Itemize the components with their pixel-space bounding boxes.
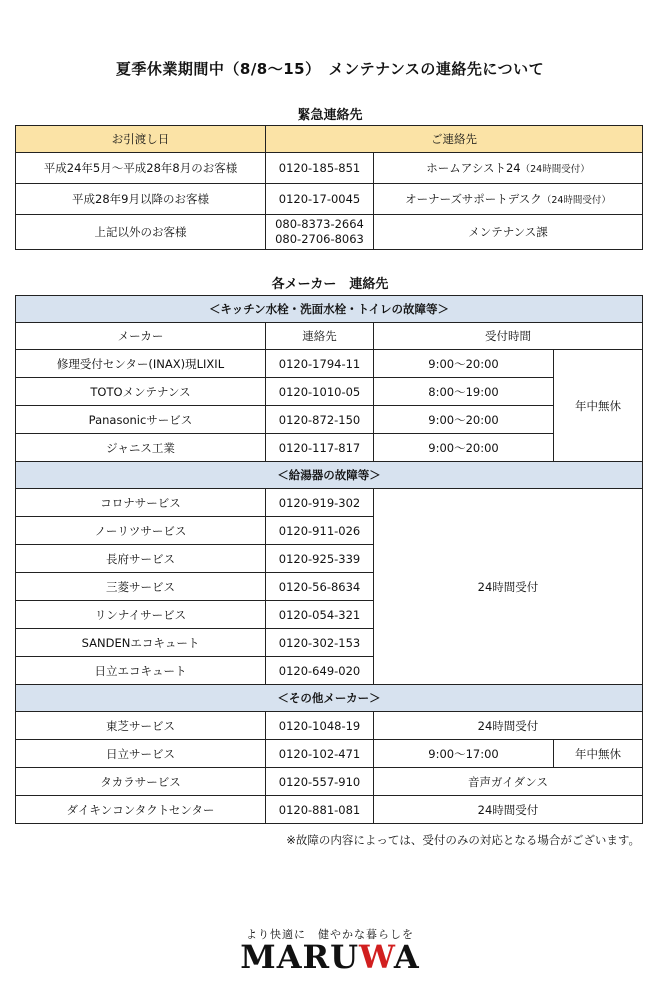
- emergency-heading: 緊急連絡先: [297, 108, 363, 123]
- table-row: [16, 350, 643, 378]
- makers-table: [15, 295, 643, 824]
- maker-cell: コロナサービス: [16, 489, 266, 517]
- phone-cell: 0120-302-153: [266, 629, 374, 657]
- phone-cell: 0120-56-8634: [266, 573, 374, 601]
- closed-cell: 年中無休: [554, 740, 643, 768]
- emergency-table: [15, 125, 643, 250]
- maruwa-logo: [0, 938, 660, 976]
- phone-cell: 0120-054-321: [266, 601, 374, 629]
- maker-cell: SANDENエコキュート: [16, 629, 266, 657]
- maker-cell: 修理受付センター(INAX)現LIXIL: [16, 350, 266, 378]
- phone-cell: 0120-185-851: [266, 153, 374, 184]
- hours-cell: 9:00～17:00: [374, 740, 554, 768]
- table-row: [16, 489, 643, 517]
- maker-cell: 日立サービス: [16, 740, 266, 768]
- phone-line: 080-2706-8063: [275, 232, 364, 246]
- phone-cell: 0120-557-910: [266, 768, 374, 796]
- table-row: [16, 796, 643, 824]
- table-row: [16, 153, 643, 184]
- group-header-kitchen: ＜キッチン水栓・洗面水栓・トイレの故障等＞: [16, 296, 643, 323]
- date-cell: 平成24年5月～平成28年8月のお客様: [16, 153, 266, 184]
- hours-cell: 9:00～20:00: [374, 406, 554, 434]
- maker-cell: 日立エコキュート: [16, 657, 266, 685]
- hours-cell: 音声ガイダンス: [374, 768, 643, 796]
- contact-cell: [374, 153, 643, 184]
- phone-cell: 0120-117-817: [266, 434, 374, 462]
- col-header-maker: メーカー: [16, 323, 266, 350]
- phone-cell: 0120-925-339: [266, 545, 374, 573]
- phone-cell: 0120-872-150: [266, 406, 374, 434]
- table-row: [16, 406, 643, 434]
- maker-cell: リンナイサービス: [16, 601, 266, 629]
- page-title: 夏季休業期間中（8/8～15） メンテナンスの連絡先について: [115, 60, 545, 78]
- table-row: [16, 184, 643, 215]
- logo-text-post: A: [393, 938, 420, 976]
- phone-cell: 0120-17-0045: [266, 184, 374, 215]
- maker-cell: ダイキンコンタクトセンター: [16, 796, 266, 824]
- maker-cell: TOTOメンテナンス: [16, 378, 266, 406]
- hours-cell: 24時間受付: [374, 489, 643, 685]
- contact-name: オーナーズサポートデスク: [405, 192, 542, 206]
- col-header-hours: 受付時間: [374, 323, 643, 350]
- phone-cell: 0120-102-471: [266, 740, 374, 768]
- hours-cell: 9:00～20:00: [374, 350, 554, 378]
- maker-cell: ジャニス工業: [16, 434, 266, 462]
- maker-cell: 三菱サービス: [16, 573, 266, 601]
- maker-cell: ノーリツサービス: [16, 517, 266, 545]
- date-cell: 平成28年9月以降のお客様: [16, 184, 266, 215]
- hours-cell: 9:00～20:00: [374, 434, 554, 462]
- table-row: [16, 768, 643, 796]
- contact-cell: [374, 184, 643, 215]
- maker-cell: 長府サービス: [16, 545, 266, 573]
- phone-cell: 0120-919-302: [266, 489, 374, 517]
- col-header-date: お引渡し日: [16, 126, 266, 153]
- maker-cell: タカラサービス: [16, 768, 266, 796]
- table-row: [16, 434, 643, 462]
- table-row: [16, 740, 643, 768]
- phone-cell: 0120-1048-19: [266, 712, 374, 740]
- phone-cell: [266, 215, 374, 250]
- date-cell: 上記以外のお客様: [16, 215, 266, 250]
- phone-cell: 0120-911-026: [266, 517, 374, 545]
- phone-cell: 0120-649-020: [266, 657, 374, 685]
- footnote: ※故障の内容によっては、受付のみの対応となる場合がございます。: [286, 833, 640, 847]
- contact-name: ホームアシスト24: [426, 161, 521, 175]
- group-header-water-heater: ＜給湯器の故障等＞: [16, 462, 643, 489]
- group-header-other: ＜その他メーカー＞: [16, 685, 643, 712]
- contact-note: （24時間受付）: [541, 195, 611, 206]
- closed-cell: 年中無休: [554, 350, 643, 462]
- contact-note: （24時間受付）: [520, 164, 590, 175]
- hours-cell: 8:00～19:00: [374, 378, 554, 406]
- table-row: [16, 215, 643, 250]
- maker-cell: 東芝サービス: [16, 712, 266, 740]
- brand-tagline: より快適に 健やかな暮らしを: [246, 928, 414, 941]
- contact-cell: メンテナンス課: [374, 215, 643, 250]
- col-header-contact: ご連絡先: [266, 126, 643, 153]
- phone-cell: 0120-1794-11: [266, 350, 374, 378]
- hours-cell: 24時間受付: [374, 712, 643, 740]
- hours-cell: 24時間受付: [374, 796, 643, 824]
- phone-line: 080-8373-2664: [275, 217, 364, 231]
- table-row: [16, 378, 643, 406]
- col-header-phone: 連絡先: [266, 323, 374, 350]
- table-row: [16, 712, 643, 740]
- makers-heading: 各メーカー 連絡先: [271, 277, 389, 292]
- maker-cell: Panasonicサービス: [16, 406, 266, 434]
- logo-text-accent: W: [359, 938, 394, 976]
- logo-text-pre: MARU: [240, 938, 360, 976]
- phone-cell: 0120-881-081: [266, 796, 374, 824]
- phone-cell: 0120-1010-05: [266, 378, 374, 406]
